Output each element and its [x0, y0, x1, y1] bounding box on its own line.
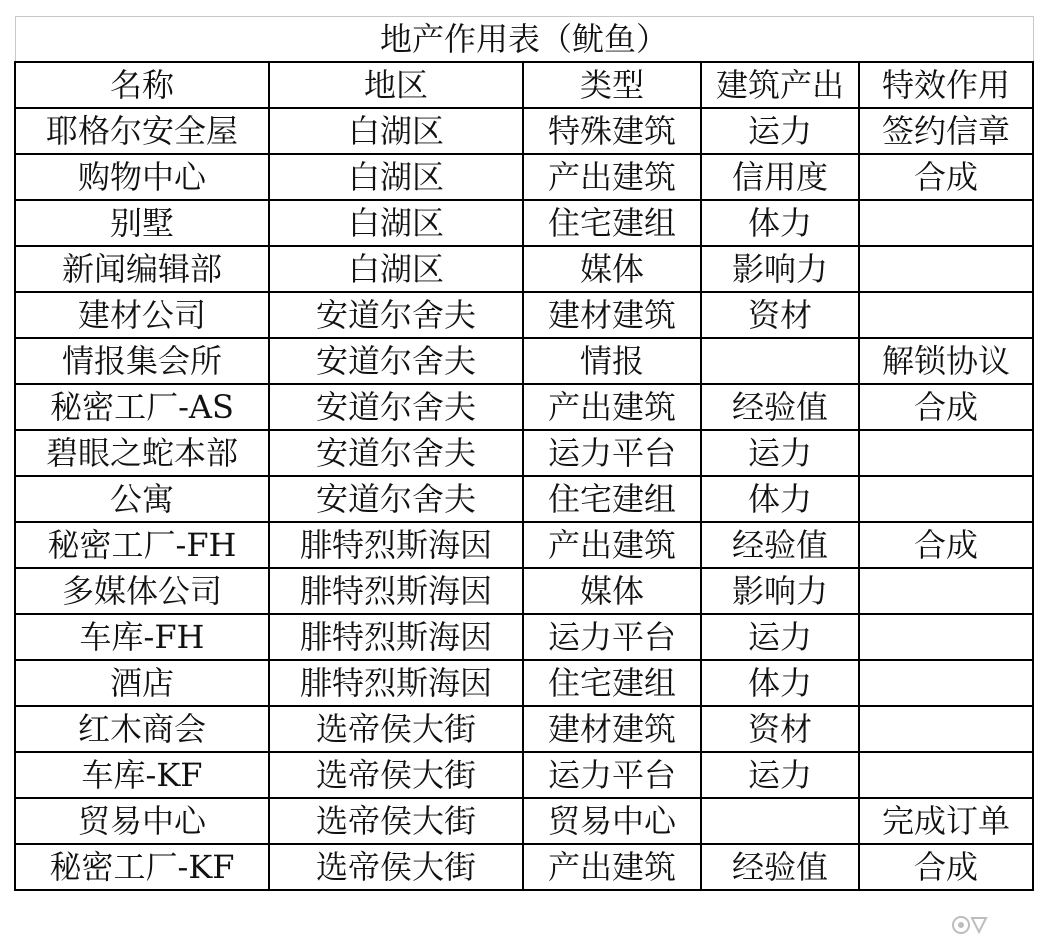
cell-effect[interactable]: 合成	[859, 522, 1033, 568]
cell-region[interactable]: 腓特烈斯海因	[269, 568, 523, 614]
cell-output[interactable]: 影响力	[701, 246, 859, 292]
header-cell-name[interactable]: 名称	[15, 62, 269, 108]
cell-type[interactable]: 建材建筑	[523, 292, 701, 338]
cell-effect[interactable]	[859, 614, 1033, 660]
header-row	[15, 62, 1033, 108]
cell-type[interactable]: 住宅建组	[523, 660, 701, 706]
cell-output[interactable]: 影响力	[701, 568, 859, 614]
cell-effect[interactable]	[859, 246, 1033, 292]
table-row	[15, 614, 1033, 660]
cell-name[interactable]: 车库-KF	[15, 752, 269, 798]
cell-output[interactable]: 体力	[701, 200, 859, 246]
cell-type[interactable]: 媒体	[523, 246, 701, 292]
cell-type[interactable]: 住宅建组	[523, 200, 701, 246]
cell-output[interactable]: 信用度	[701, 154, 859, 200]
table-row	[15, 476, 1033, 522]
cell-effect[interactable]	[859, 660, 1033, 706]
cell-name[interactable]: 贸易中心	[15, 798, 269, 844]
cell-name[interactable]: 购物中心	[15, 154, 269, 200]
header-cell-region[interactable]: 地区	[269, 62, 523, 108]
cell-type[interactable]: 运力平台	[523, 430, 701, 476]
cell-type[interactable]: 建材建筑	[523, 706, 701, 752]
table-row	[15, 522, 1033, 568]
cell-effect[interactable]	[859, 706, 1033, 752]
cell-region[interactable]: 选帝侯大街	[269, 798, 523, 844]
cell-type[interactable]: 产出建筑	[523, 384, 701, 430]
cell-type[interactable]: 住宅建组	[523, 476, 701, 522]
cell-type[interactable]: 情报	[523, 338, 701, 384]
cell-region[interactable]: 白湖区	[269, 200, 523, 246]
table-title[interactable]: 地产作用表（鱿鱼）	[15, 17, 1033, 63]
table-body	[15, 108, 1033, 890]
table-row	[15, 660, 1033, 706]
cell-effect[interactable]	[859, 200, 1033, 246]
cell-type[interactable]: 产出建筑	[523, 844, 701, 890]
cell-region[interactable]: 选帝侯大街	[269, 752, 523, 798]
cell-effect[interactable]: 合成	[859, 384, 1033, 430]
cell-name[interactable]: 红木商会	[15, 706, 269, 752]
cell-region[interactable]: 选帝侯大街	[269, 706, 523, 752]
brand-logo-icon	[952, 914, 988, 936]
table-row	[15, 108, 1033, 154]
table-row	[15, 384, 1033, 430]
cell-output[interactable]: 运力	[701, 614, 859, 660]
table-row	[15, 568, 1033, 614]
cell-name[interactable]: 建材公司	[15, 292, 269, 338]
header-cell-output[interactable]: 建筑产出	[701, 62, 859, 108]
cell-region[interactable]: 安道尔舍夫	[269, 384, 523, 430]
cell-name[interactable]: 酒店	[15, 660, 269, 706]
table-row	[15, 752, 1033, 798]
cell-effect[interactable]	[859, 568, 1033, 614]
cell-type[interactable]: 特殊建筑	[523, 108, 701, 154]
table-row	[15, 292, 1033, 338]
title-row	[15, 17, 1033, 63]
cell-effect[interactable]: 完成订单	[859, 798, 1033, 844]
cell-name[interactable]: 耶格尔安全屋	[15, 108, 269, 154]
cell-output[interactable]: 经验值	[701, 844, 859, 890]
property-table	[14, 16, 1034, 891]
cell-output[interactable]: 经验值	[701, 522, 859, 568]
cell-output[interactable]: 经验值	[701, 384, 859, 430]
cell-region[interactable]: 腓特烈斯海因	[269, 660, 523, 706]
cell-region[interactable]: 白湖区	[269, 154, 523, 200]
table-row	[15, 154, 1033, 200]
table-row	[15, 200, 1033, 246]
cell-region[interactable]: 安道尔舍夫	[269, 476, 523, 522]
cell-output[interactable]: 资材	[701, 292, 859, 338]
cell-type[interactable]: 产出建筑	[523, 522, 701, 568]
table-row	[15, 430, 1033, 476]
cell-effect[interactable]	[859, 292, 1033, 338]
cell-name[interactable]: 情报集会所	[15, 338, 269, 384]
cell-effect[interactable]: 解锁协议	[859, 338, 1033, 384]
cell-output[interactable]: 运力	[701, 430, 859, 476]
cell-effect[interactable]: 合成	[859, 844, 1033, 890]
table-row	[15, 706, 1033, 752]
cell-output[interactable]: 体力	[701, 660, 859, 706]
cell-name[interactable]: 公寓	[15, 476, 269, 522]
cell-effect[interactable]: 合成	[859, 154, 1033, 200]
cell-effect[interactable]: 签约信章	[859, 108, 1033, 154]
cell-effect[interactable]	[859, 430, 1033, 476]
header-cell-type[interactable]: 类型	[523, 62, 701, 108]
cell-name[interactable]: 新闻编辑部	[15, 246, 269, 292]
cell-type[interactable]: 运力平台	[523, 752, 701, 798]
cell-output[interactable]: 资材	[701, 706, 859, 752]
table-row	[15, 844, 1033, 890]
cell-region[interactable]: 安道尔舍夫	[269, 338, 523, 384]
cell-region[interactable]: 白湖区	[269, 108, 523, 154]
cell-output[interactable]: 运力	[701, 108, 859, 154]
cell-output[interactable]: 体力	[701, 476, 859, 522]
cell-output[interactable]	[701, 338, 859, 384]
cell-type[interactable]: 媒体	[523, 568, 701, 614]
cell-output[interactable]	[701, 798, 859, 844]
cell-effect[interactable]	[859, 476, 1033, 522]
cell-region[interactable]: 安道尔舍夫	[269, 292, 523, 338]
cell-type[interactable]: 贸易中心	[523, 798, 701, 844]
cell-output[interactable]: 运力	[701, 752, 859, 798]
header-cell-effect[interactable]: 特效作用	[859, 62, 1033, 108]
cell-name[interactable]: 多媒体公司	[15, 568, 269, 614]
cell-region[interactable]: 腓特烈斯海因	[269, 614, 523, 660]
cell-region[interactable]: 腓特烈斯海因	[269, 522, 523, 568]
table-row	[15, 798, 1033, 844]
cell-name[interactable]: 秘密工厂-FH	[15, 522, 269, 568]
table-row	[15, 246, 1033, 292]
cell-region[interactable]: 安道尔舍夫	[269, 430, 523, 476]
table-row	[15, 338, 1033, 384]
cell-name[interactable]: 车库-FH	[15, 614, 269, 660]
spreadsheet	[14, 16, 1032, 891]
cell-type[interactable]: 运力平台	[523, 614, 701, 660]
cell-region[interactable]: 白湖区	[269, 246, 523, 292]
cell-name[interactable]: 碧眼之蛇本部	[15, 430, 269, 476]
cell-region[interactable]: 选帝侯大街	[269, 844, 523, 890]
cell-name[interactable]: 别墅	[15, 200, 269, 246]
cell-name[interactable]: 秘密工厂-AS	[15, 384, 269, 430]
cell-effect[interactable]	[859, 752, 1033, 798]
cell-type[interactable]: 产出建筑	[523, 154, 701, 200]
cell-name[interactable]: 秘密工厂-KF	[15, 844, 269, 890]
